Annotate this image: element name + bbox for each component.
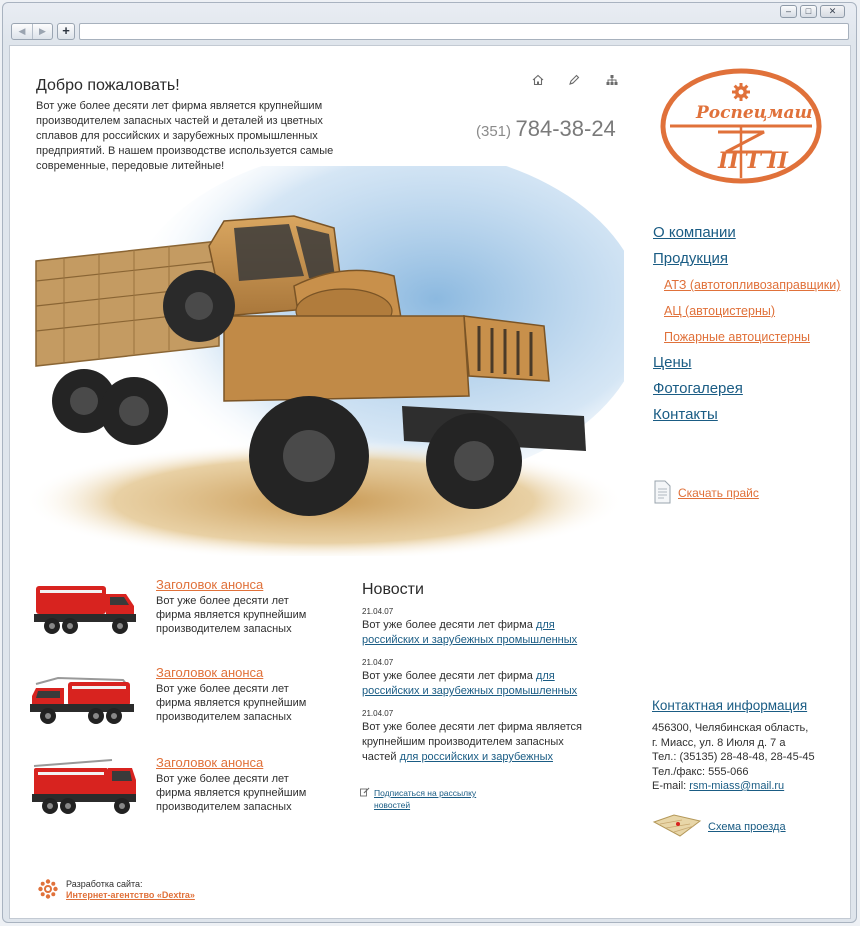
contact-info — [652, 721, 847, 794]
news-text — [362, 720, 594, 765]
nav-gallery[interactable]: Фотогалерея — [653, 380, 743, 397]
web-page — [9, 45, 851, 919]
welcome-title: Добро пожаловать! — [36, 77, 180, 94]
fire-truck-thumbnail[interactable] — [28, 576, 140, 640]
address-bar[interactable] — [79, 23, 849, 40]
main-nav — [653, 222, 848, 430]
logo-top-text: Роспецмаш — [696, 103, 813, 123]
news-item — [362, 658, 594, 699]
contact-title[interactable]: Контактная информация — [652, 698, 808, 713]
announcement-text: Вот уже более десяти лет фирма является крупнейшим производителем запасных — [156, 773, 307, 813]
subscribe-link[interactable]: Подписаться на рассылку новостей — [374, 788, 477, 810]
nav-prices[interactable]: Цены — [653, 354, 692, 371]
fire-truck-thumbnail[interactable] — [28, 664, 140, 728]
news-item — [362, 709, 594, 765]
announcement-text: Вот уже более десяти лет фирма является крупнейшим производителем запасных — [156, 683, 307, 723]
news-link[interactable]: для российских и зарубежных — [399, 751, 553, 763]
nav-contacts[interactable]: Контакты — [653, 406, 718, 423]
contact-email-row — [652, 779, 847, 794]
news-text-plain: Вот уже более десяти лет фирма — [362, 619, 536, 631]
new-tab-button[interactable]: + — [57, 23, 75, 40]
contact-fax: Тел./факс: 555-066 — [652, 765, 749, 778]
nav-sub-ac[interactable]: АЦ (автоцистерны) — [664, 304, 776, 318]
email-label: E-mail: — [652, 780, 690, 792]
phone-code: (351) — [476, 123, 512, 140]
company-logo[interactable] — [660, 68, 822, 184]
document-icon — [652, 480, 672, 504]
fire-truck-thumbnail[interactable] — [28, 754, 140, 818]
nav-buttons — [11, 23, 53, 40]
close-icon[interactable]: ✕ — [820, 5, 845, 18]
news-link[interactable]: для российских и зарубежных промышленных — [362, 670, 578, 697]
back-icon[interactable]: ◀ — [18, 26, 26, 36]
email-link[interactable]: rsm-miass@mail.ru — [689, 780, 785, 792]
phone-main: 784-38-24 — [515, 116, 616, 141]
top-icons — [530, 74, 620, 88]
developer-label: Разработка сайта: — [66, 879, 143, 889]
map-icon — [652, 812, 702, 838]
sitemap-icon[interactable] — [606, 74, 618, 86]
announcement-title[interactable]: Заголовок анонса — [156, 665, 264, 680]
contact-phone: Тел.: (35135) 28-48-48, 28-45-45 — [652, 751, 815, 763]
welcome-text: Вот уже более десяти лет фирма является крупнейшим производителем запасных частей и деталей из цветных сплавов для российских и зарубежных промышленных предприятий. В нашем производстве используется самые современные, передовые литейные! — [36, 100, 334, 172]
browser-toolbar — [9, 22, 849, 42]
nav-about[interactable]: О компании — [653, 224, 736, 241]
nav-sub-atz[interactable]: АТЗ (автотопливозаправщики) — [664, 278, 841, 292]
developer-link[interactable]: Интернет-агентство «Dextra» — [66, 890, 195, 900]
title-bar — [3, 3, 856, 21]
news-date: 21.04.07 — [362, 607, 394, 616]
news-title: Новости — [362, 581, 424, 598]
forward-icon[interactable]: ▶ — [32, 24, 52, 39]
contact-address-2: г. Миасс, ул. 8 Июля д. 7 а — [652, 736, 786, 749]
pencil-icon — [360, 787, 370, 797]
phone-number — [476, 116, 616, 142]
edit-icon[interactable] — [568, 74, 580, 86]
announcement-title[interactable]: Заголовок анонса — [156, 755, 264, 770]
contact-address-1: 456300, Челябинская область, — [652, 722, 809, 734]
dextra-logo-icon — [38, 879, 58, 899]
nav-products[interactable]: Продукция — [653, 250, 729, 267]
price-link[interactable]: Скачать прайс — [678, 486, 759, 500]
truck-hero-image — [24, 166, 624, 556]
news-date: 21.04.07 — [362, 658, 394, 667]
nav-sub-fire[interactable]: Пожарные автоцистерны — [664, 330, 810, 344]
minimize-icon[interactable]: – — [780, 5, 797, 18]
home-icon[interactable] — [532, 74, 544, 86]
announcement-item — [28, 664, 348, 734]
announcement-item — [28, 754, 348, 824]
announcement-item — [28, 576, 348, 646]
news-text — [362, 618, 594, 648]
news-text — [362, 669, 594, 699]
announcement-text: Вот уже более десяти лет фирма является крупнейшим производителем запасных — [156, 595, 307, 635]
logo-bottom-text: ПТП — [718, 148, 794, 174]
news-link[interactable]: для российских и зарубежных промышленных — [362, 619, 578, 646]
browser-window — [2, 2, 857, 923]
news-item — [362, 607, 594, 648]
map-link[interactable]: Схема проезда — [708, 821, 786, 833]
announcement-title[interactable]: Заголовок анонса — [156, 577, 264, 592]
news-text-plain: Вот уже более десяти лет фирма является крупнейшим производителем запасных частей — [362, 721, 582, 763]
news-text-plain: Вот уже более десяти лет фирма — [362, 670, 536, 682]
news-date: 21.04.07 — [362, 709, 394, 718]
maximize-icon[interactable]: □ — [800, 5, 817, 18]
